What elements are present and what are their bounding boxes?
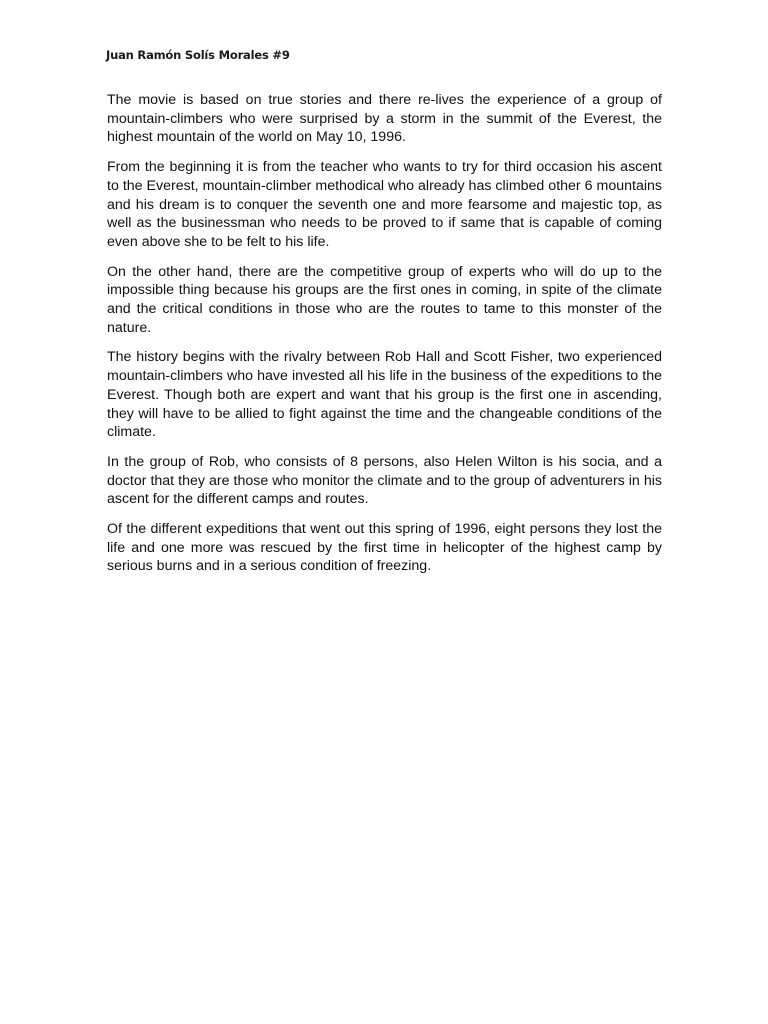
paragraph-5: In the group of Rob, who consists of 8 persons, also Helen Wilton is his socia, and a doctor that they are those who monitor the climate and to the group of adventurers in his ascent for the different camps and routes. xyxy=(107,453,662,508)
paragraph-3: On the other hand, there are the competitive group of experts who will do up to the impossible thing because his groups are the first ones in coming, in spite of the climate and the critical conditions in those who are the routes to tame to this monster of the nature. xyxy=(107,263,662,336)
document-body xyxy=(107,91,662,587)
paragraph-1: The movie is based on true stories and there re-lives the experience of a group of mountain-climbers who were surprised by a storm in the summit of the Everest, the highest mountain of the world on May 10, 1996. xyxy=(107,92,662,146)
author-line: Juan Ramón Solís Morales #9 xyxy=(106,48,290,62)
paragraph-2: From the beginning it is from the teacher who wants to try for third occasion his ascent to the Everest, mountain-climber methodical who already has climbed other 6 mountains and his dream is to conquer the seventh one and more fearsome and majestic top, as well as the businessman who needs to be proved to if same that is capable of coming even above she to be felt to his life. xyxy=(107,159,662,250)
paragraph-4: The history begins with the rivalry between Rob Hall and Scott Fisher, two experienced mountain-climbers who have invested all his life in the business of the expeditions to the Everest. Though both are expert and want that his group is the first one in ascending, they will have to be allied to fight against the time and the changeable conditions of the climate. xyxy=(107,349,662,441)
paragraph-6: Of the different expeditions that went out this spring of 1996, eight persons they lost the life and one more was rescued by the first time in helicopter of the highest camp by serious burns and in a serious condition of freezing. xyxy=(107,521,662,575)
